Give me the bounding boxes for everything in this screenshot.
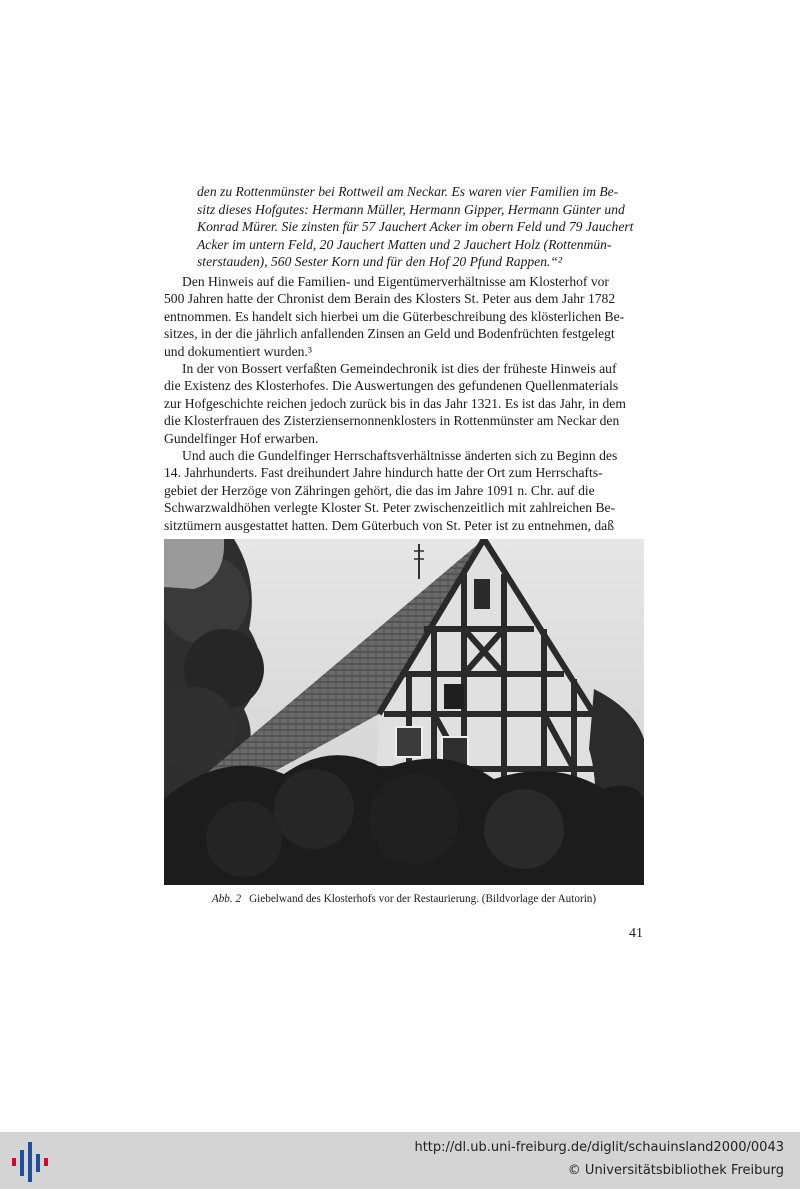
- house-photo-illustration: [164, 539, 644, 885]
- figure-photo: [164, 539, 644, 885]
- paragraph-line: Schwarzwaldhöhen verlegte Kloster St. Peter zwischenzeitlich mit zahlreichen Be-: [164, 500, 616, 516]
- source-url-link[interactable]: http://dl.ub.uni-freiburg.de/diglit/schauinsland2000/0043: [414, 1140, 784, 1155]
- paragraph-line: 500 Jahren hatte der Chronist dem Berain des Klosters St. Peter aus dem Jahr 1782: [164, 291, 616, 307]
- library-logo-icon: [10, 1140, 52, 1182]
- paragraph-line: sitztümern ausgestattet hatten. Dem Güterbuch von St. Peter ist zu entnehmen, daß: [164, 517, 614, 533]
- quote-line: Acker im untern Feld, 20 Jauchert Matten und 2 Jauchert Holz (Rottenmün-: [197, 236, 612, 252]
- paragraph-line: gebiet der Herzöge von Zähringen gehört, die das im Jahre 1091 n. Chr. auf die: [164, 482, 595, 498]
- paragraph-line: Und auch die Gundelfinger Herrschaftsverhältnisse änderten sich zu Beginn des: [182, 448, 618, 464]
- footer-bar: [0, 1132, 800, 1189]
- paragraph-line: die Klosterfrauen des Zisterziensernonnenklosters in Rottenmünster am Neckar den: [164, 413, 620, 429]
- paragraph-line: sitzes, in der die jährlich anfallenden Zinsen an Geld und Bodenfrüchten festgelegt: [164, 326, 615, 342]
- body-text: [164, 273, 643, 534]
- paragraph-line: Den Hinweis auf die Familien- und Eigentümerverhältnisse am Klosterhof vor: [182, 274, 609, 289]
- paragraph-line: 14. Jahrhunderts. Fast dreihundert Jahre hindurch hatte der Ort zum Herrschafts-: [164, 465, 603, 481]
- page-number: 41: [629, 926, 643, 941]
- block-quote: [197, 183, 643, 271]
- paragraph-line: In der von Bossert verfaßten Gemeindechronik ist dies der früheste Hinweis auf: [182, 361, 617, 377]
- paragraph-line: Gundelfinger Hof erwarben.: [164, 430, 319, 446]
- paragraph-line: und dokumentiert wurden.³: [164, 343, 312, 359]
- copyright-text: © Universitätsbibliothek Freiburg: [567, 1163, 784, 1178]
- paragraph-line: entnommen. Es handelt sich hierbei um die Güterbeschreibung des klösterlichen Be-: [164, 308, 625, 324]
- quote-line: Konrad Mürer. Sie zinsten für 57 Jauchert Acker im obern Feld und 79 Jauchert: [197, 219, 634, 235]
- caption-text: Giebelwand des Klosterhofs vor der Restaurierung. (Bildvorlage der Autorin): [249, 893, 597, 905]
- paragraph-line: zur Hofgeschichte reichen jedoch zurück bis in das Jahr 1321. Es ist das Jahr, in dem: [164, 395, 626, 411]
- paragraph-line: die Existenz des Klosterhofes. Die Auswertungen des gefundenen Quellenmaterials: [164, 378, 619, 394]
- quote-line: sterstauden), 560 Sester Korn und für den Hof 20 Pfund Rappen.“²: [197, 254, 563, 270]
- quote-line: sitz dieses Hofgutes: Hermann Müller, Hermann Gipper, Hermann Günter und: [197, 201, 625, 217]
- quote-line: den zu Rottenmünster bei Rottweil am Neckar. Es waren vier Familien im Be-: [197, 184, 619, 199]
- figure-caption: [164, 893, 644, 905]
- caption-label: Abb. 2: [211, 893, 242, 905]
